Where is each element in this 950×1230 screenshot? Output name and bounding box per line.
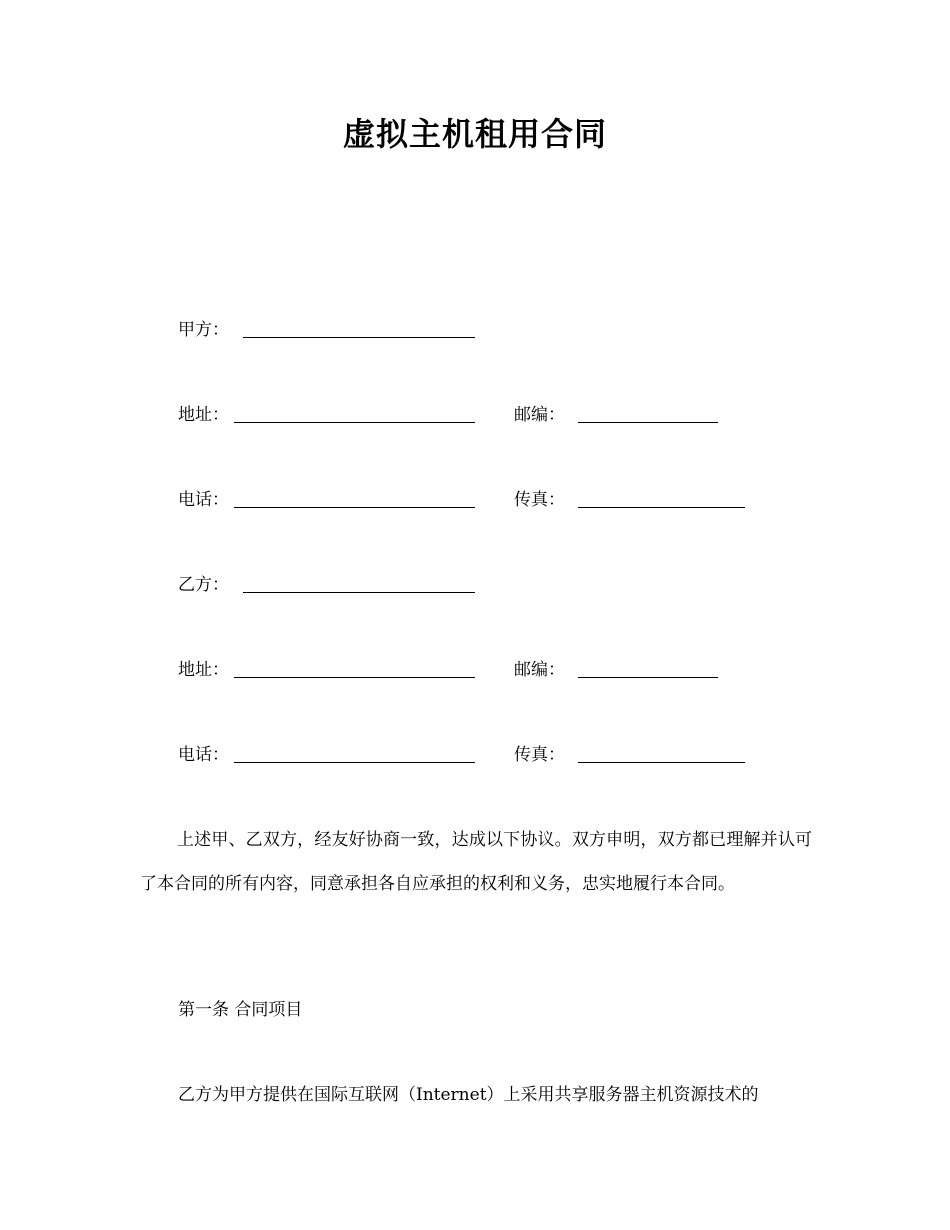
- party-b-address-blank[interactable]: [234, 677, 475, 678]
- party-b-name-label: 乙方：: [178, 575, 229, 595]
- preamble-paragraph: 上述甲、乙双方，经友好协商一致，达成以下协议。双方申明，双方都已理解并认可了本合同的所有内容，同意承担各自应承担的权利和义务，忠实地履行本合同。: [140, 830, 812, 894]
- party-b-postcode-blank[interactable]: [578, 677, 718, 678]
- party-a-phone-label: 电话：: [178, 490, 229, 510]
- party-a-name-blank[interactable]: [243, 337, 475, 338]
- article-1-heading: 第一条 合同项目: [178, 1000, 303, 1020]
- party-a-fax-blank[interactable]: [578, 507, 745, 508]
- document-title: 虚拟主机租用合同: [342, 115, 607, 153]
- party-a-name-label: 甲方：: [178, 320, 229, 340]
- party-b-phone-blank[interactable]: [234, 762, 475, 763]
- party-b-name-blank[interactable]: [243, 592, 475, 593]
- party-a-address-label: 地址：: [178, 405, 229, 425]
- article-1-text: 乙方为甲方提供在国际互联网（Internet）上采用共享服务器主机资源技术的: [178, 1085, 759, 1105]
- party-a-postcode-blank[interactable]: [578, 422, 718, 423]
- party-a-address-blank[interactable]: [234, 422, 475, 423]
- party-a-phone-blank[interactable]: [234, 507, 475, 508]
- party-b-fax-blank[interactable]: [578, 762, 745, 763]
- party-a-postcode-label: 邮编：: [514, 405, 565, 425]
- party-b-fax-label: 传真：: [514, 745, 565, 765]
- party-b-address-label: 地址：: [178, 660, 229, 680]
- party-b-phone-label: 电话：: [178, 745, 229, 765]
- party-a-fax-label: 传真：: [514, 490, 565, 510]
- party-b-postcode-label: 邮编：: [514, 660, 565, 680]
